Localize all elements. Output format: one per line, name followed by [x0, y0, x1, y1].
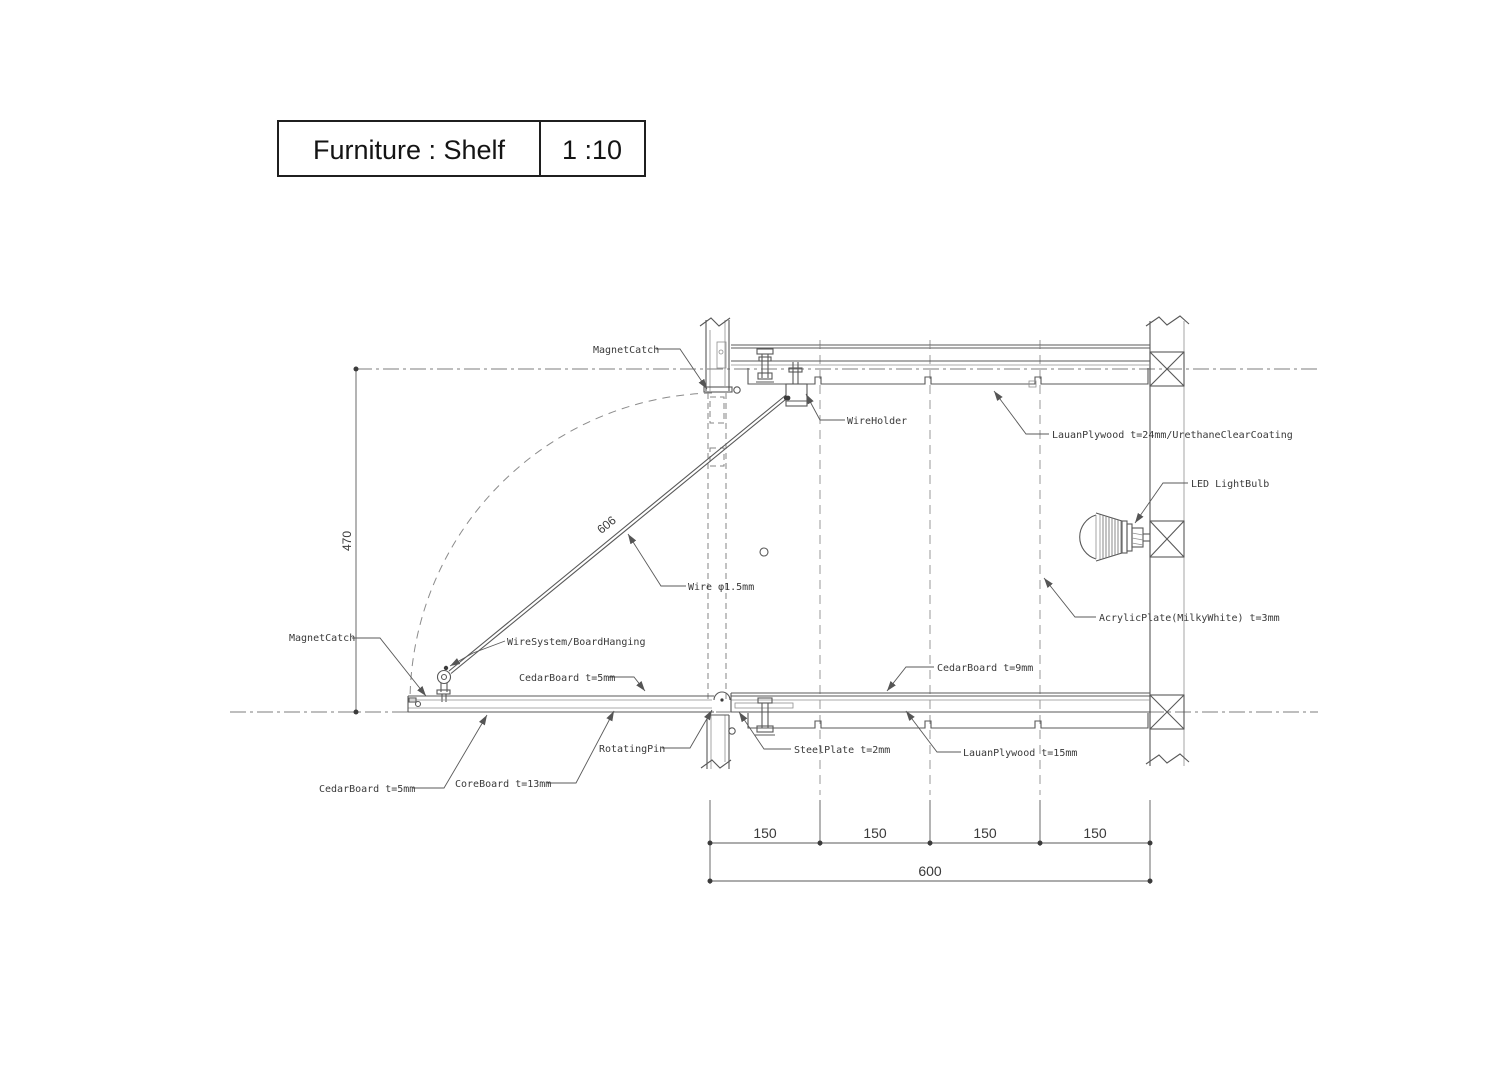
- top-post: [700, 318, 740, 393]
- wall-break-top: [1146, 316, 1189, 326]
- dim-150-4: 150: [1083, 825, 1107, 841]
- centerlines: [230, 369, 1318, 712]
- right-wall: [1146, 316, 1189, 766]
- post-break-top: [700, 318, 730, 326]
- dim-600: 600: [918, 863, 942, 879]
- label-cedar-board-5-bottom: CedarBoard t=5mm: [319, 784, 416, 795]
- door-swing-arc: [410, 393, 712, 700]
- blocking-led: [1150, 521, 1184, 557]
- dim-150-1: 150: [753, 825, 777, 841]
- dimension-bottom: [708, 800, 1153, 884]
- hanging-bolt-top: [756, 349, 774, 382]
- label-acrylic-plate: AcrylicPlate(MilkyWhite) t=3mm: [1099, 613, 1280, 624]
- drawing-scale: 1 :10: [561, 135, 623, 165]
- top-shelf-underside: [748, 368, 1148, 384]
- bottom-post: [701, 715, 735, 769]
- post-break-bottom: [701, 760, 731, 768]
- dim-470: 470: [340, 530, 354, 552]
- dim-606: 606: [594, 513, 619, 537]
- door-open-board: [408, 696, 714, 712]
- magnet-catch-plate-top: [704, 387, 732, 392]
- dim-150-2: 150: [863, 825, 887, 841]
- leader-lines: [352, 349, 1188, 788]
- label-core-board-13: CoreBoard t=13mm: [455, 779, 552, 790]
- led-bulb: [1080, 513, 1150, 561]
- bottom-shelf-underside: [748, 713, 1148, 728]
- dim-150-3: 150: [973, 825, 997, 841]
- steel-plate: [735, 703, 793, 708]
- hanging-bolt-bottom: [755, 698, 775, 735]
- screw-circle: [760, 548, 768, 556]
- label-cedar-board-5-mid: CedarBoard t=5mm: [519, 673, 616, 684]
- label-cedar-board-9: CedarBoard t=9mm: [937, 663, 1034, 674]
- bottom-shelf: [731, 693, 1150, 735]
- hinge-rotating-pin: [714, 692, 730, 702]
- title-block: [278, 121, 645, 176]
- label-magnet-catch-left: MagnetCatch: [289, 633, 356, 644]
- label-led-light-bulb: LED LightBulb: [1191, 479, 1270, 490]
- label-steel-plate: SteelPlate t=2mm: [794, 745, 891, 756]
- wall-break-bottom: [1146, 754, 1189, 764]
- door-closed-dashed: [708, 393, 726, 699]
- label-magnet-catch-top: MagnetCatch: [593, 345, 660, 356]
- label-wire-system: WireSystem/BoardHanging: [507, 637, 646, 648]
- label-rotating-pin: RotatingPin: [599, 744, 666, 755]
- led-screw-base: [1132, 528, 1150, 547]
- label-lauan-plywood-24: LauanPlywood t=24mm/UrethaneClearCoating: [1052, 430, 1293, 441]
- wire-shackle: [437, 671, 451, 703]
- led-fins: [1103, 515, 1121, 559]
- label-wire-dia: Wire φ1.5mm: [688, 582, 755, 593]
- drawing-title: Furniture : Shelf: [312, 135, 506, 165]
- label-wire-holder: WireHolder: [847, 416, 908, 427]
- top-shelf: [731, 345, 1150, 406]
- dimension-height: [340, 367, 359, 715]
- wire-assembly: [437, 395, 788, 702]
- label-lauan-plywood-15: LauanPlywood t=15mm: [963, 748, 1078, 759]
